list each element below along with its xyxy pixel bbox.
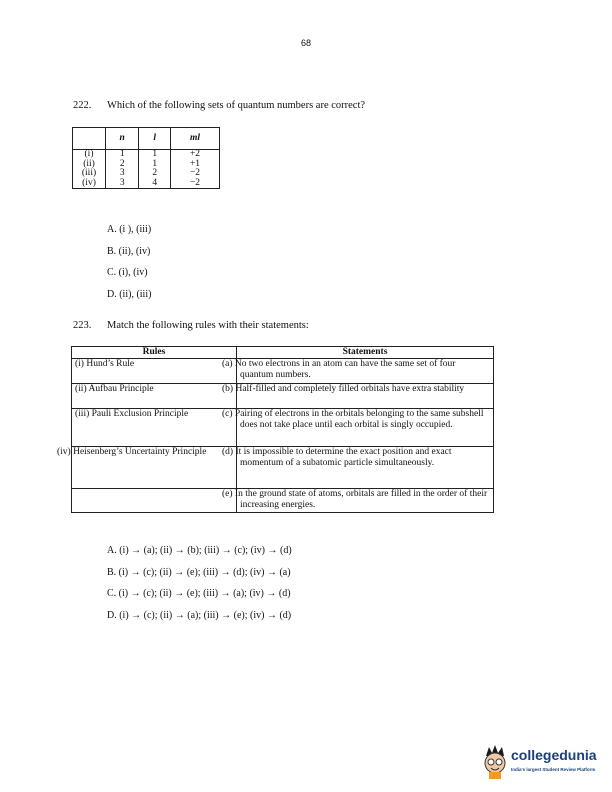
question-223	[73, 320, 309, 331]
table-cell: −2	[171, 169, 220, 179]
statement-cell: (a) No two electrons in an atom can have the same set of four quantum numbers.	[237, 359, 494, 384]
table-row	[73, 150, 220, 160]
table-cell: +2	[171, 150, 220, 160]
logo-name: collegedunia	[511, 747, 597, 763]
table-row	[72, 489, 494, 513]
answer-option[interactable]: B. (i) → (c); (ii) → (e); (iii) → (d); (iv) → (a)	[107, 566, 291, 578]
answer-option[interactable]: C. (i) → (c); (ii) → (e); (iii) → (a); (iv) → (d)	[107, 588, 291, 599]
table-cell: 4	[139, 179, 171, 189]
column-header	[73, 128, 106, 150]
mascot-icon	[481, 744, 511, 780]
table-cell: 3	[106, 169, 139, 179]
table-cell: 2	[139, 169, 171, 179]
table-header-row	[72, 347, 494, 359]
rule-cell: (ii) Aufbau Principle	[72, 384, 237, 409]
statement-cell: (d) It is impossible to determine the exact position and exact momentum of a subatomic particle simultaneously.	[237, 447, 494, 489]
answer-option[interactable]: A. (i) → (a); (ii) → (b); (iii) → (c); (iv) → (d)	[107, 545, 292, 556]
question-text: Match the following rules with their statements:	[107, 320, 309, 331]
answer-option[interactable]: C. (i), (iv)	[107, 267, 148, 278]
column-header: l	[139, 128, 171, 150]
column-header: Statements	[237, 347, 494, 359]
table-row	[72, 359, 494, 384]
table-row	[73, 179, 220, 189]
question-number: 223.	[73, 320, 92, 331]
table-cell: +1	[171, 160, 220, 170]
table-cell: 3	[106, 179, 139, 189]
table-row	[72, 384, 494, 409]
table-cell: (iii)	[73, 169, 106, 179]
table-row	[72, 409, 494, 447]
rule-cell	[72, 489, 237, 513]
rule-cell: (iii) Pauli Exclusion Principle	[72, 409, 237, 447]
table-cell: (ii)	[73, 160, 106, 170]
table-header-row	[73, 128, 220, 150]
table-cell: 1	[139, 150, 171, 160]
statement-cell: (c) Pairing of electrons in the orbitals belonging to the same subshell does not take place until each orbital is singly occupied.	[237, 409, 494, 447]
column-header: ml	[171, 128, 220, 150]
table-cell: (i)	[73, 150, 106, 160]
table-cell: 1	[106, 150, 139, 160]
answer-option[interactable]: B. (ii), (iv)	[107, 245, 151, 257]
answer-options-222	[107, 224, 151, 310]
logo-tagline: India's largest Student Review Platform	[511, 767, 596, 772]
table-cell: 2	[106, 160, 139, 170]
question-text: Which of the following sets of quantum numbers are correct?	[107, 100, 366, 111]
question-number: 222.	[73, 100, 92, 111]
column-header: Rules	[72, 347, 237, 359]
page-number: 68	[300, 38, 311, 48]
answer-option[interactable]: D. (i) → (c); (ii) → (a); (iii) → (e); (iv) → (d)	[107, 609, 292, 621]
table-cell: (iv)	[73, 179, 106, 189]
rule-cell: (iv) Heisenberg’s Uncertainty Principle	[72, 447, 237, 489]
rule-cell: (i) Hund’s Rule	[72, 359, 237, 384]
answer-option[interactable]: D. (ii), (iii)	[107, 288, 152, 300]
table-row	[72, 447, 494, 489]
answer-option[interactable]: A. (i ), (iii)	[107, 224, 152, 235]
table-cell: −2	[171, 179, 220, 189]
question-222	[73, 100, 365, 111]
answer-options-223	[107, 545, 292, 631]
collegedunia-logo	[481, 742, 603, 782]
statement-cell: (b) Half-filled and completely filled orbitals have extra stability	[237, 384, 494, 409]
statement-cell: (e) In the ground state of atoms, orbitals are filled in the order of their increasing energies.	[237, 489, 494, 513]
table-cell: 1	[139, 160, 171, 170]
quantum-numbers-table	[72, 127, 220, 189]
match-rules-table	[57, 346, 494, 513]
column-header: n	[106, 128, 139, 150]
